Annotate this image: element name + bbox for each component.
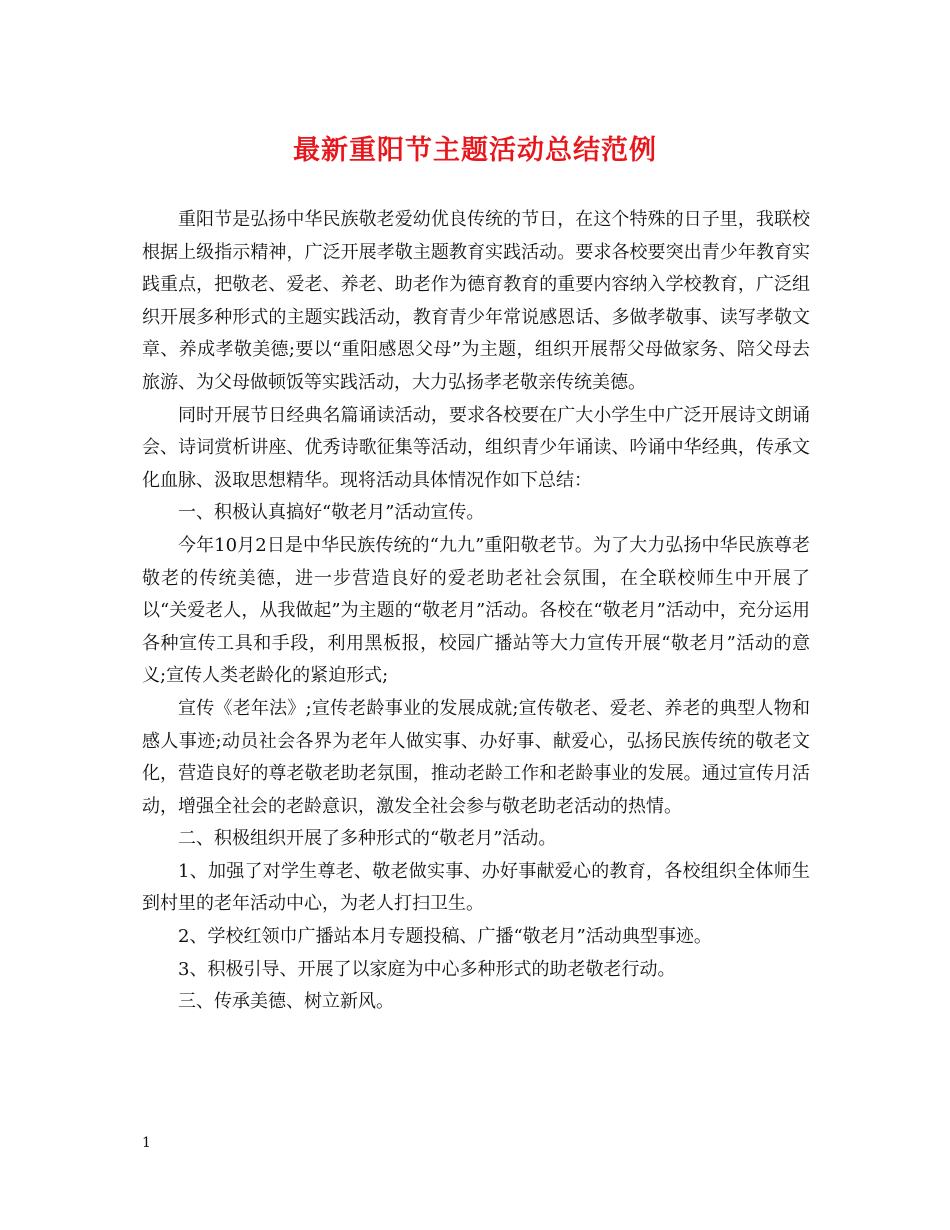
document-title: 最新重阳节主题活动总结范例 bbox=[293, 135, 657, 166]
document-body bbox=[142, 204, 810, 1019]
list-item-3: 3、积极引导、开展了以家庭为中心多种形式的助老敬老行动。 bbox=[178, 958, 676, 980]
section-heading-3: 三、传承美德、树立新风。 bbox=[178, 991, 394, 1013]
paragraph-3: 今年10月2日是中华民族传统的“九九”重阳敬老节。为了大力弘扬中华民族尊老敬老的传统美德，进一步营造良好的爱老助老社会氛围，在全联校师生中开展了以“关爱老人，从我做起”为主题的“敬老月”活动。各校在“敬老月”活动中，充分运用各种宣传工具和手段，利用黑板报，校园广播站等大力宣传开展“敬老月”活动的意义;宣传人类老龄化的紧迫形式; bbox=[142, 534, 810, 687]
list-item-1: 1、加强了对学生尊老、敬老做实事、办好事献爱心的教育，各校组织全体师生到村里的老年活动中心，为老人打扫卫生。 bbox=[142, 860, 810, 915]
section-heading-2: 二、积极组织开展了多种形式的“敬老月”活动。 bbox=[178, 828, 557, 850]
list-item-2: 2、学校红领巾广播站本月专题投稿、广播“敬老月”活动典型事迹。 bbox=[178, 926, 712, 948]
section-heading-1: 一、积极认真搞好“敬老月”活动宣传。 bbox=[178, 502, 485, 524]
page-number: 1 bbox=[142, 1135, 151, 1151]
paragraph-1: 重阳节是弘扬中华民族敬老爱幼优良传统的节日，在这个特殊的日子里，我联校根据上级指示精神，广泛开展孝敬主题教育实践活动。要求各校要突出青少年教育实践重点，把敬老、爱老、养老、助老作为德育教育的重要内容纳入学校教育，广泛组织开展多种形式的主题实践活动，教育青少年常说感恩话、多做孝敬事、读写孝敬文章、养成孝敬美德;要以“重阳感恩父母”为主题，组织开展帮父母做家务、陪父母去旅游、为父母做顿饭等实践活动，大力弘扬孝老敬亲传统美德。 bbox=[142, 209, 810, 393]
paragraph-4: 宣传《老年法》;宣传老龄事业的发展成就;宣传敬老、爱老、养老的典型人物和感人事迹;动员社会各界为老年人做实事、办好事、献爱心，弘扬民族传统的敬老文化，营造良好的尊老敬老助老氛围，推动老龄工作和老龄事业的发展。通过宣传月活动，增强全社会的老龄意识，激发全社会参与敬老助老活动的热情。 bbox=[142, 697, 810, 817]
paragraph-2: 同时开展节日经典名篇诵读活动，要求各校要在广大小学生中广泛开展诗文朗诵会、诗词赏析讲座、优秀诗歌征集等活动，组织青少年诵读、吟诵中华经典，传承文化血脉、汲取思想精华。现将活动具体情况作如下总结： bbox=[142, 404, 810, 491]
